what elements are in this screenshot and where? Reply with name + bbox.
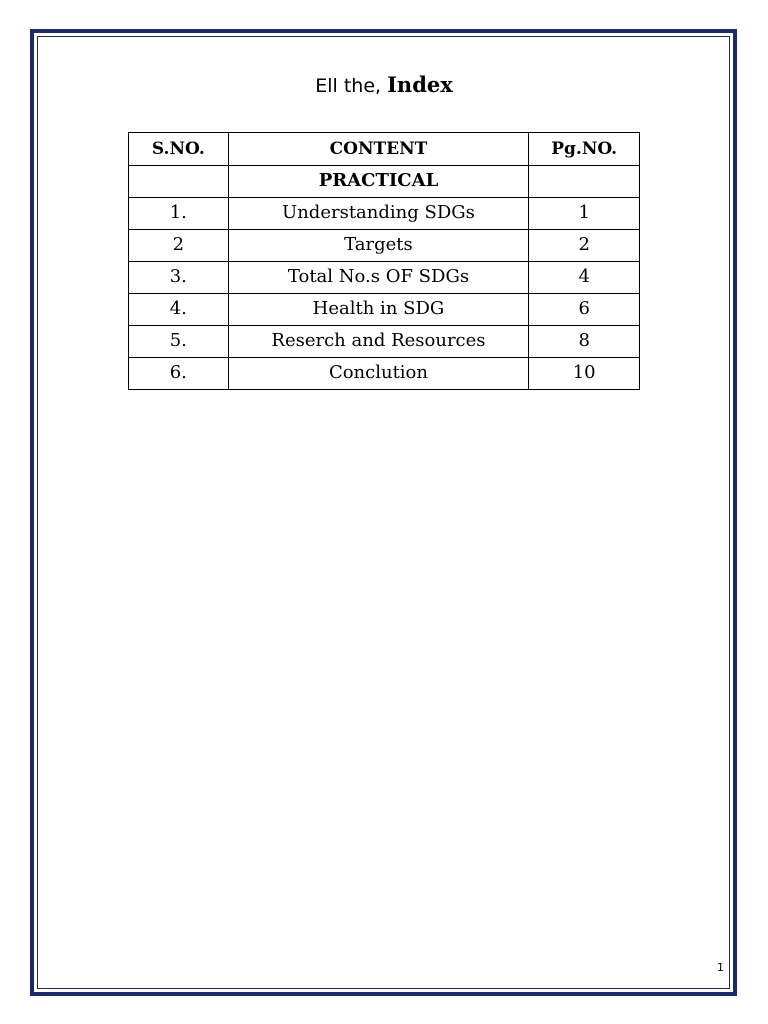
section-label: PRACTICAL xyxy=(228,166,529,198)
index-table xyxy=(128,132,640,390)
cell-sno: 2 xyxy=(129,230,229,262)
header-pg: Pg.NO. xyxy=(529,133,640,166)
cell-sno: 4. xyxy=(129,294,229,326)
cell-content: Total No.s OF SDGs xyxy=(228,262,529,294)
table-header-row xyxy=(129,133,640,166)
cell-pg-empty xyxy=(529,166,640,198)
title-prefix: Ell the, xyxy=(315,75,382,97)
cell-content: Conclution xyxy=(228,358,529,390)
cell-content: Health in SDG xyxy=(228,294,529,326)
cell-pg: 1 xyxy=(529,198,640,230)
cell-content: Targets xyxy=(228,230,529,262)
header-sno: S.NO. xyxy=(129,133,229,166)
cell-pg: 10 xyxy=(529,358,640,390)
cell-content: Reserch and Resources xyxy=(228,326,529,358)
page-number: 1 xyxy=(717,961,724,974)
cell-sno-empty xyxy=(129,166,229,198)
table-row-section xyxy=(129,166,640,198)
header-content: CONTENT xyxy=(228,133,529,166)
table-row xyxy=(129,294,640,326)
table-row xyxy=(129,230,640,262)
table-row xyxy=(129,326,640,358)
table-row xyxy=(129,198,640,230)
cell-sno: 6. xyxy=(129,358,229,390)
cell-content: Understanding SDGs xyxy=(228,198,529,230)
table-row xyxy=(129,358,640,390)
cell-sno: 5. xyxy=(129,326,229,358)
cell-pg: 4 xyxy=(529,262,640,294)
cell-sno: 3. xyxy=(129,262,229,294)
cell-pg: 2 xyxy=(529,230,640,262)
cell-pg: 8 xyxy=(529,326,640,358)
title-main: Index xyxy=(387,72,453,97)
cell-pg: 6 xyxy=(529,294,640,326)
cell-sno: 1. xyxy=(129,198,229,230)
table-row xyxy=(129,262,640,294)
page-title xyxy=(0,72,768,97)
